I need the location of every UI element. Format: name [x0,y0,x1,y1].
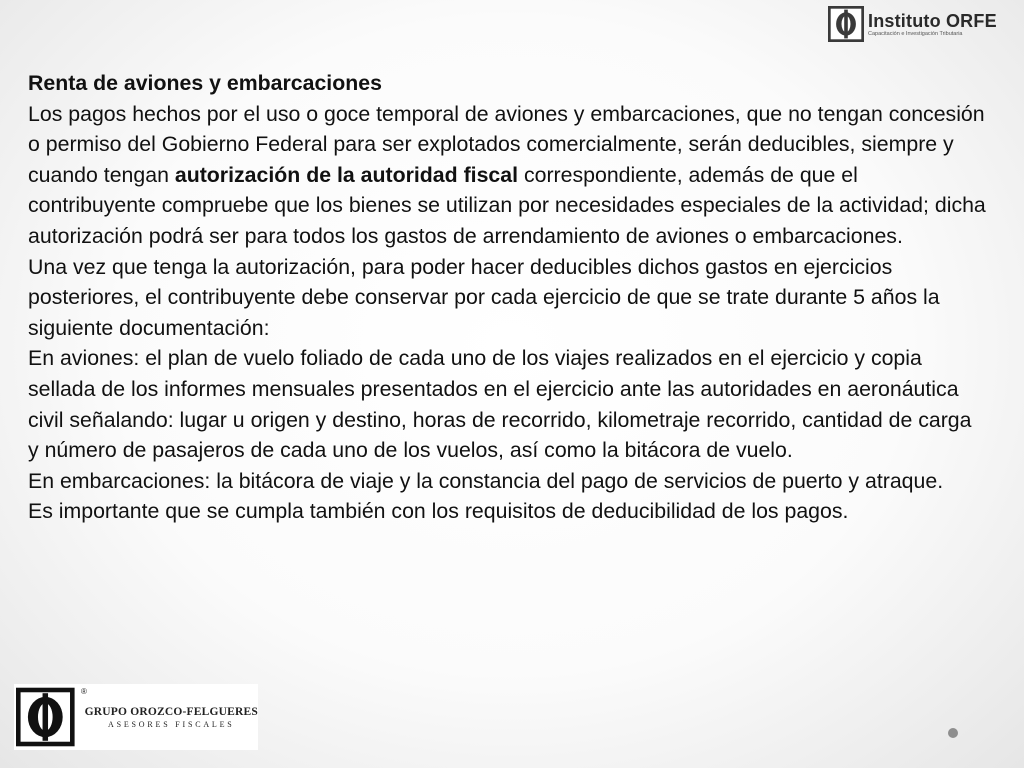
grupo-orozco-felgueres-logo [14,684,258,750]
paragraph-aviones: En aviones: el plan de vuelo foliado de cada uno de los viajes realizados en el ejercicio y copia sellada de los informes mensuales presentados en el ejercicio ante las autoridades en aeronáutica civil señalando: lugar u origen y destino, horas de recorrido, kilometraje recorrido, cantidad de carga y número de pasajeros de cada uno de los vuelos, así como la bitácora de vuelo. [28,346,972,463]
firm-subtitle: ASESORES FISCALES [108,719,235,729]
paragraph-requirements-end: correspondiente, además de que el contribuyente compruebe que los bienes se utilizan por necesidades especiales de la actividad; dicha autorización podrá ser para todos los gastos de arrendamiento de aviones o embarcaciones. [28,162,986,248]
slide-body [28,68,988,527]
paragraph-documentation: Una vez que tenga la autorización, para poder hacer deducibles dichos gastos en ejercicios posteriores, el contribuyente debe conservar por cada ejercicio de que se trate durante 5 años la siguiente documentación: [28,254,940,340]
institute-name: Instituto ORFE [868,10,997,31]
paragraph-deducibilidad: Es importante que se cumpla también con los requisitos de deducibilidad de los pagos. [28,499,849,524]
institute-tagline: Capacitación e Investigación Tributaria [868,30,963,37]
firm-name: GRUPO OROZCO-FELGUERES [84,705,258,718]
orfe-logo-mark-icon [828,6,864,42]
paragraph-embarcaciones: En embarcaciones: la bitácora de viaje y la constancia del pago de servicios de puerto y atraque. [28,468,944,493]
slide-indicator-dot [948,728,958,738]
paragraph-requirements-emphasis: autorización de la autoridad fiscal [174,162,519,187]
paragraph-requirements-start: Los pagos hechos por el uso o goce temporal de aviones y embarcaciones, que no tengan concesión o permiso del Gobierno Federal para ser explotados comercialmente, serán deducibles, siempre y cuando tengan [28,101,985,187]
slide-title: Renta de aviones y embarcaciones [28,71,382,95]
paragraph-requirements [28,99,988,252]
orozco-logo-mark-icon [16,685,75,749]
registered-mark: ® [81,687,87,696]
instituto-orfe-logo [828,4,1018,44]
